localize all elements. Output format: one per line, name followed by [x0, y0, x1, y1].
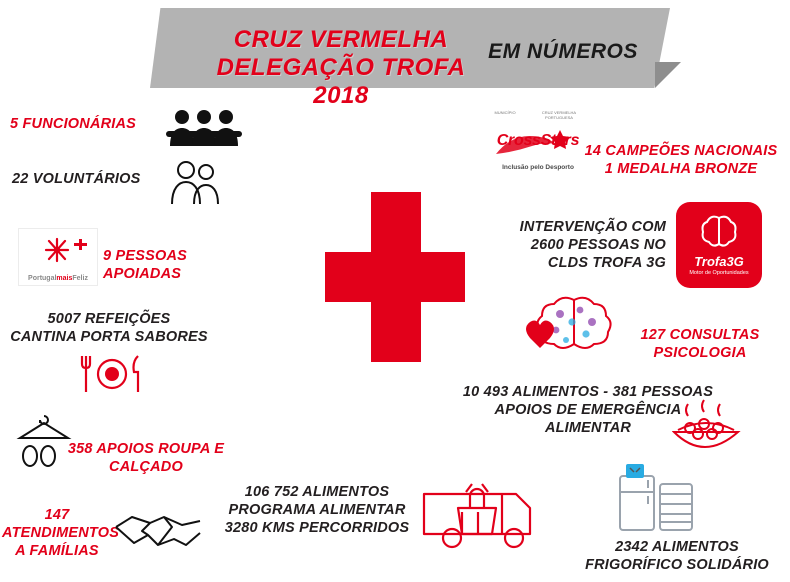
volunteers-icon	[166, 158, 230, 208]
crossstars-wordmark: CrossStars	[496, 132, 580, 149]
crossstars-logo	[486, 110, 590, 180]
stat-voluntarios-label: 22 VOLUNTÁRIOS	[12, 171, 141, 187]
stat-clds	[498, 218, 666, 272]
stat-campeoes	[578, 142, 784, 178]
stat-atendimentos-line3: A FAMÍLIAS	[15, 543, 99, 559]
stat-emergencia-line3: ALIMENTAR	[544, 420, 632, 436]
stat-consultas-line1: 127 CONSULTAS	[640, 327, 760, 343]
brain-heart-icon	[516, 292, 636, 364]
stat-emergencia-line1: 10 493 ALIMENTOS - 381 PESSOAS	[462, 384, 714, 400]
stat-programa-line3: 3280 KMS PERCORRIDOS	[224, 520, 410, 536]
stat-atendimentos-familias	[2, 506, 120, 560]
stat-emergencia-line2: APOIOS DE EMERGÊNCIA	[494, 402, 682, 418]
stat-campeoes-line1: 14 CAMPEÕES NACIONAIS	[584, 143, 778, 159]
trofa3g-wordmark: Trofa3G	[694, 254, 744, 269]
stat-clds-line1: INTERVENÇÃO COM	[519, 219, 666, 235]
stat-programa-alimentar	[222, 483, 412, 537]
stat-atendimentos-line1: 147	[44, 507, 70, 523]
stat-clds-line2: 2600 PESSOAS NO	[530, 237, 666, 253]
stat-programa-line2: PROGRAMA ALIMENTAR	[228, 502, 406, 518]
crossstars-tagline: Inclusão pelo Desporto	[502, 164, 574, 171]
page-title-suffix: EM NÚMEROS	[488, 40, 638, 63]
fridge-icon	[608, 462, 704, 534]
stat-pessoas-apoiadas-label: 9 PESSOAS APOIADAS	[103, 248, 187, 282]
stat-frigorifico	[570, 538, 784, 574]
stat-frigorifico-line1: 2342 ALIMENTOS	[615, 539, 739, 555]
trofa3g-logo	[676, 202, 762, 288]
banner-fold-decoration	[655, 62, 681, 88]
stat-frigorifico-line2: FRIGORÍFICO SOLIDÁRIO	[585, 557, 769, 573]
stat-apoios-roupa-line2: CALÇADO	[109, 459, 183, 475]
page-title-line1: CRUZ VERMELHA	[233, 26, 449, 53]
stat-atendimentos-line2: ATENDIMENTOS	[2, 525, 120, 541]
food-bowl-icon	[672, 398, 776, 462]
stat-consultas-line2: PSICOLOGIA	[653, 345, 747, 361]
handshake-icon	[112, 505, 204, 557]
trofa3g-tagline: Motor de Oportunidades	[689, 270, 749, 276]
stat-refeicoes	[4, 310, 214, 346]
cutlery-plate-icon	[78, 352, 146, 394]
delivery-van-icon	[418, 468, 548, 554]
stat-campeoes-line2: 1 MEDALHA BRONZE	[604, 161, 758, 177]
stat-funcionarias-label: 5 FUNCIONÁRIAS	[10, 116, 137, 132]
cross-horizontal-bar	[325, 252, 465, 302]
portugal-mais-feliz-wordmark: PortugalmaisFeliz	[28, 275, 88, 282]
stat-consultas-psicologia	[620, 326, 780, 362]
stat-refeicoes-line2: CANTINA PORTA SABORES	[10, 329, 208, 345]
people-group-icon	[166, 108, 242, 148]
partner-logo-1: MUNICÍPIO	[494, 110, 516, 115]
partner-logo-2: CRUZ VERMELHA PORTUGUESA	[541, 110, 577, 120]
stat-apoios-roupa	[56, 440, 236, 476]
stat-programa-line1: 106 752 ALIMENTOS	[244, 484, 390, 500]
stat-refeicoes-line1: 5007 REFEIÇÕES	[47, 311, 171, 327]
portugal-mais-feliz-logo	[18, 228, 98, 286]
stat-apoios-roupa-line1: 358 APOIOS ROUPA E	[67, 441, 225, 457]
page-title	[196, 26, 486, 110]
page-title-line2: DELEGAÇÃO TROFA 2018	[216, 54, 466, 109]
red-cross-icon	[325, 192, 465, 362]
stat-clds-line3: CLDS TROFA 3G	[547, 255, 666, 271]
